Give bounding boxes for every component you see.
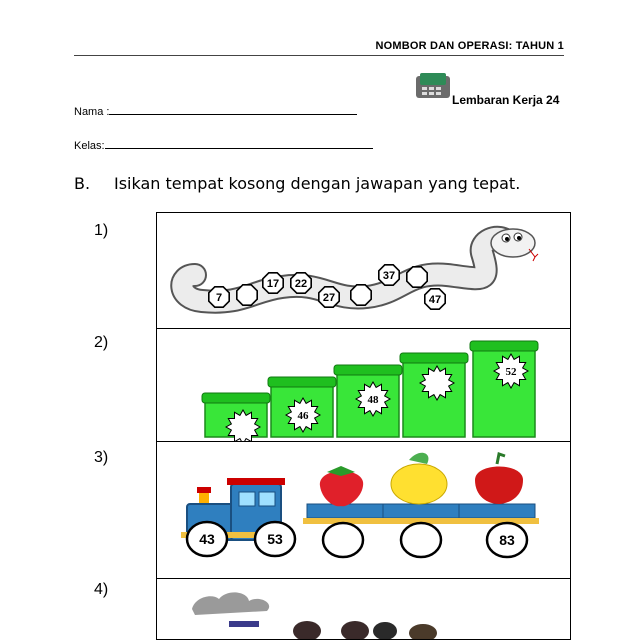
jars-illustration <box>157 329 570 442</box>
svg-text:37: 37 <box>382 270 396 282</box>
calculator-icon <box>414 72 452 98</box>
question-1-box <box>156 212 571 330</box>
question-4-box <box>156 578 571 640</box>
svg-text:52: 52 <box>505 366 517 378</box>
svg-text:7: 7 <box>215 292 223 304</box>
name-label: Nama : <box>74 106 110 118</box>
class-blank[interactable] <box>105 138 373 149</box>
svg-text:48: 48 <box>367 394 379 406</box>
wheel-number <box>487 523 527 557</box>
worksheet-label: Lembaran Kerja 24 <box>452 93 560 107</box>
svg-text:17: 17 <box>266 278 280 290</box>
snake-number <box>209 287 229 307</box>
name-field[interactable] <box>74 104 357 118</box>
svg-text:83: 83 <box>499 532 515 548</box>
train-illustration <box>157 442 570 579</box>
question-3-box <box>156 441 571 580</box>
section-label: B. <box>74 174 91 193</box>
snake-blank <box>407 267 427 287</box>
snake-blank <box>237 285 257 305</box>
question-number-3: 3) <box>94 449 109 466</box>
snake-illustration <box>157 213 570 329</box>
snake-blank <box>351 285 371 305</box>
question-2-box <box>156 328 571 443</box>
name-blank[interactable] <box>109 104 357 115</box>
instruction-text: Isikan tempat kosong dengan jawapan yang tepat. <box>114 174 521 193</box>
snake-number <box>291 273 311 293</box>
snake-number <box>319 287 339 307</box>
snake-number <box>263 273 283 293</box>
question-number-2: 2) <box>94 334 109 351</box>
svg-text:46: 46 <box>297 410 309 422</box>
question-number-1: 1) <box>94 222 109 239</box>
svg-text:22: 22 <box>294 278 308 290</box>
document-header: NOMBOR DAN OPERASI: TAHUN 1 <box>375 40 564 52</box>
wheel-number <box>187 522 227 556</box>
question-number-4: 4) <box>94 581 109 598</box>
instruction <box>74 174 520 193</box>
wheel-blank <box>401 523 441 557</box>
snake-number <box>425 289 445 309</box>
class-field[interactable] <box>74 138 373 152</box>
wheel-blank <box>323 523 363 557</box>
header-divider <box>74 55 564 56</box>
class-label: Kelas: <box>74 140 105 152</box>
wheel-number <box>255 522 295 556</box>
svg-text:47: 47 <box>428 294 442 306</box>
svg-text:53: 53 <box>267 531 283 547</box>
jar <box>470 341 538 437</box>
snake-number <box>379 265 399 285</box>
question-4-illustration <box>157 579 570 639</box>
svg-text:43: 43 <box>199 531 215 547</box>
svg-text:27: 27 <box>322 292 336 304</box>
